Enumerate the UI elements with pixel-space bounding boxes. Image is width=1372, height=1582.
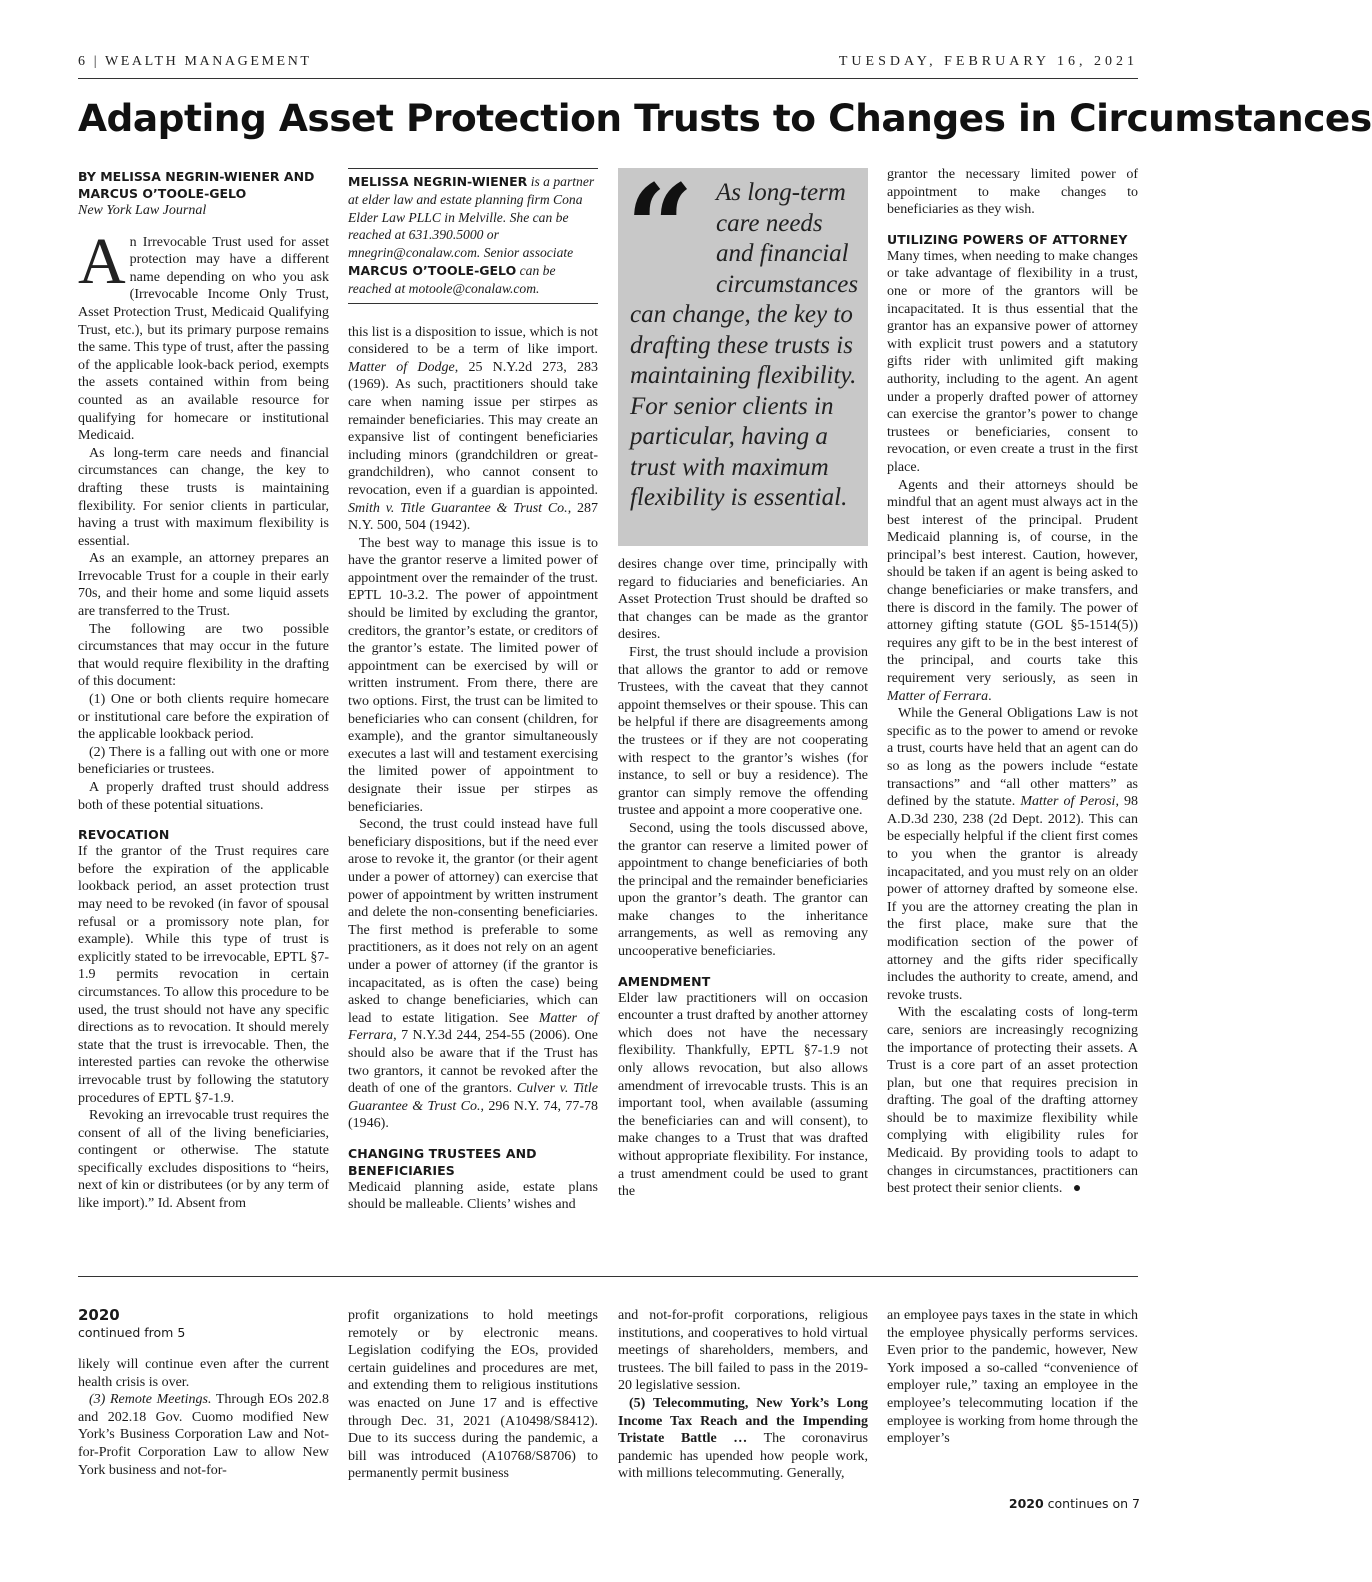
- pull-quote-text: As long-term care needs and financial circumstances can change, the key to drafting these trusts is maintaining flexibility. For senior clients in particular, having a trust with maximum flexibility is essential.: [630, 179, 859, 511]
- paragraph: Medicaid planning aside, estate plans should be malleable. Clients’ wishes and: [348, 1179, 598, 1213]
- quote-mark-icon: “: [626, 158, 694, 297]
- paragraph: (1) One or both clients require homecare or institutional care before the expiration of the applicable lookback period.: [78, 692, 329, 743]
- author-bio: MELISSA NEGRIN-WIENER is a partner at elder law and estate planning firm Cona Elder Law PLLC in Melville. She can be reached at 631.390.5000 or mnegrin@conalaw.com. Senior associate MARCUS O’TOOLE-GELO can be reached at motoole@conalaw.com.: [348, 168, 598, 304]
- continued-column-2: [348, 1307, 598, 1483]
- paragraph: desires change over time, principally with regard to fiduciaries and beneficiaries. An Asset Protection Trust should be drafted so that changes can be made as the grantor desires.: [618, 557, 868, 643]
- paragraph: As an example, an attorney prepares an Irrevocable Trust for a couple in their early 70s, and their home and some liquid assets are transferred to the Trust.: [78, 551, 329, 620]
- continues-on[interactable]: 2020 continues on 7: [1008, 1496, 1140, 1511]
- author-name: MELISSA NEGRIN-WIENER: [348, 174, 528, 189]
- article-headline: Adapting Asset Protection Trusts to Changes in Circumstances: [78, 96, 1372, 140]
- continued-column-4: [887, 1307, 1138, 1448]
- paragraph: and not-for-profit corporations, religious institutions, and cooperatives to hold virtual meetings of shareholders, members, and trustees. The bill failed to pass in the 2019-20 legislative session.: [618, 1308, 868, 1394]
- intro-paragraph: An Irrevocable Trust used for asset protection may have a different name depending on who you ask (Irrevocable Income Only Trust, Asset Protection Trust, Medicaid Qualifying Trust, etc.), but its primary purpose remains the same. This type of trust, after the passing of the applicable look-back period, exempts the assets contained within from being counted as an available resource for qualifying for homecare or institutional Medicaid.: [78, 224, 329, 444]
- paragraph: this list is a disposition to issue, which is not considered to be a term of like import. Matter of Dodge, 25 N.Y.2d 273, 283 (1969). As such, practitioners should take care when naming issue per stirpes as remainder beneficiaries. This may create an expansive list of contingent beneficiaries including minors (grandchildren or great-grandchildren), who cannot consent to revocation, even if a guardian is appointed. Smith v. Title Guarantee & Trust Co., 287 N.Y. 500, 504 (1942).: [348, 324, 598, 534]
- article-column-1: [78, 168, 329, 1213]
- paragraph: grantor the necessary limited power of appointment to make changes to beneficiaries as they wish.: [887, 167, 1138, 218]
- paragraph: likely will continue even after the current health crisis is over.: [78, 1357, 329, 1390]
- byline: BY MELISSA NEGRIN-WIENER AND MARCUS O’TOOLE-GELO: [78, 169, 315, 201]
- paragraph: First, the trust should include a provision that allows the grantor to add or remove Trustees, with the caveat that they cannot appoint themselves or their spouse. This can be helpful if there are disagreements among the trustees or if they are not cooperating with respect to the grantor’s wishes (for instance, to sell or buy a residence). The grantor can simply remove the offending trustee and appoint a more cooperative one.: [618, 644, 868, 819]
- running-head: [78, 54, 1138, 76]
- subhead-powers-of-attorney: UTILIZING POWERS OF ATTORNEY: [887, 231, 1128, 247]
- publication-source: New York Law Journal: [78, 203, 207, 218]
- paragraph: With the escalating costs of long-term care, seniors are increasingly recognizing the importance of protecting their assets. A Trust is a core part of an asset protection plan, but one that requires precision in drafting. The goal of the drafting attorney should be to maximize flexibility while complying with eligibility rules for Medicaid. By providing tools to adapt to changes in circumstances, practitioners can best protect their senior clients. ●: [887, 1005, 1138, 1197]
- paragraph: (5) Telecommuting, New York’s Long Income Tax Reach and the Impending Tristate Battle … The coronavirus pandemic has upended how people work, with millions telecommuting. Generally,: [618, 1395, 869, 1482]
- paragraph: Agents and their attorneys should be mindful that an agent must always act in the best interest of the principal. Prudent Medicaid planning is, of course, in the principal’s best interest. Caution, however, should be taken if an agent is being asked to change beneficiaries or make transfers, and there is discord in the family. The power of attorney gifting statute (GOL §5-1514(5)) requires any gift to be in the best interest of the principal, and courts take this requirement very seriously, as seen in Matter of Ferrara.: [887, 477, 1138, 704]
- paragraph: The best way to manage this issue is to have the grantor reserve a limited power of appointment over the remainder of the trust. EPTL 10-3.2. The power of appointment should be limited by excluding the grantor, creditors, the grantor’s estate, or creditors of the grantor’s estate. The limited power of appointment can be exercised by will or written instrument. From there, there are two options. First, the trust can be limited to beneficiaries who can consent (children, for example), and the grantor simultaneously executes a last will and testament exercising the limited power of appointment to designate their issue per stirpes as beneficiaries.: [348, 535, 598, 815]
- paragraph: If the grantor of the Trust requires care before the expiration of the applicable lookback period, an asset protection trust may need to be revoked (in favor of spousal refusal or a promissory note plan, for example). While this type of trust is explicitly stated to be irrevocable, EPTL §7-1.9 permits revocation in certain circumstances. To allow this procedure to be used, the trust should not have any specific directions as to revocation. It should merely state that the trust is irrevocable. Then, the interested parties can revoke the otherwise irrevocable trust by following the statutory procedures of EPTL §7-1.9.: [78, 844, 329, 1106]
- issue-date: TUESDAY, FEBRUARY 16, 2021: [838, 54, 1138, 69]
- end-mark-icon: ●: [1072, 1181, 1082, 1197]
- header-rule: [78, 78, 1138, 79]
- continued-head: 2020: [78, 1306, 120, 1324]
- subhead-amendment: AMENDMENT: [618, 973, 711, 989]
- paragraph: (2) There is a falling out with one or more beneficiaries or trustees.: [78, 744, 329, 778]
- drop-cap: A: [78, 224, 126, 298]
- article-column-2: [348, 168, 598, 1214]
- subhead-changing-trustees: CHANGING TRUSTEES AND BENEFICIARIES: [348, 1145, 537, 1178]
- paragraph: an employee pays taxes in the state in which the employee physically performs services. Even prior to the pandemic, however, New York imposed a so-called “convenience of employer rule,” taxing an employee in the employee’s telecommuting location if the employee is working from home through the employer’s: [887, 1308, 1138, 1447]
- section-divider: [78, 1276, 1138, 1277]
- continued-from: continued from 5: [78, 1325, 186, 1340]
- paragraph: Revoking an irrevocable trust requires the consent of all of the living beneficiaries, contingent or otherwise. The statute specifically excludes dispositions to “heirs, next of kin or distributees (or by any term of like import).” Id. Absent from: [78, 1108, 329, 1212]
- paragraph: The following are two possible circumstances that may occur in the future that would require flexibility in the drafting of this document:: [78, 621, 329, 690]
- paragraph: Second, the trust could instead have full beneficiary dispositions, but if the need ever arose to revoke it, the grantor (or their agent under a power of attorney) can exercise that power of appointment by written instrument and delete the non-consenting beneficiaries. The first method is preferable to some practitioners, as it does not rely on an agent under a power of attorney (if the grantor is incapacitated, as is often the case) being asked to change beneficiaries, which can lead to estate litigation. See Matter of Ferrara, 7 N.Y.3d 244, 254-55 (2006). One should also be aware that if the Trust has two grantors, it cannot be revoked after the death of one of the grantors. Culver v. Title Guarantee & Trust Co., 296 N.Y. 74, 77-78 (1946).: [348, 817, 598, 1132]
- subhead-revocation: REVOCATION: [78, 827, 170, 843]
- paragraph: Many times, when needing to make changes or take advantage of flexibility in a trust, one or more of the grantors will be incapacitated. It is thus essential that the grantor has an expansive power of attorney with explicit trust powers and a statutory gifts rider with unlimited gift making authority, including to the agent. An agent under a properly drafted power of attorney can exercise the grantor’s power to change trustees or beneficiaries, consent to revocation, or even create a trust in the first place.: [887, 248, 1138, 475]
- paragraph: Second, using the tools discussed above, the grantor can reserve a limited power of appointment to change beneficiaries of both the principal and the remainder beneficiaries upon the grantor’s death. The grantor can make changes to the inheritance arrangements, as well as removing any uncooperative beneficiaries.: [618, 820, 868, 960]
- paragraph: (3) Remote Meetings. Through EOs 202.8 and 202.18 Gov. Cuomo modified New York’s Business Corporation Law and Not-for-Profit Corporation Law to allow New York business and not-for-: [78, 1392, 330, 1478]
- paragraph: Elder law practitioners will on occasion encounter a trust drafted by another attorney which does not have the necessary flexibility. Thankfully, EPTL §7-1.9 not only allows revocation, but also allows amendment of irrevocable trusts. This is an important tool, when available (assuming the beneficiaries can and will consent), to make changes to a Trust that was drafted without appropriate flexibility. For instance, a trust amendment could be used to grant the: [618, 990, 868, 1200]
- author-name: MARCUS O’TOOLE-GELO: [348, 262, 517, 278]
- paragraph: As long-term care needs and financial circumstances can change, the key to drafting these trusts is maintaining flexibility. For senior clients in particular, having a trust with maximum flexibility is essential.: [78, 445, 329, 549]
- pull-quote: [618, 158, 868, 546]
- paragraph: A properly drafted trust should address both of these potential situations.: [78, 780, 329, 813]
- paragraph: While the General Obligations Law is not specific as to the power to amend or revoke a trust, courts have held that an agent can do so as long as the powers include “estate transactions” and “all other matters” as defined by the statute. Matter of Perosi, 98 A.D.3d 230, 238 (2d Dept. 2012). This can be especially helpful if the client first comes to you when the grantor is already incapacitated, and you must rely on an older power of attorney drafted by someone else. If you are the attorney creating the plan in the first place, make sure that the modification section of the power of attorney and the gifts rider specifically includes the authority to create, amend, and revoke trusts.: [887, 706, 1138, 1003]
- continued-column-1: [78, 1306, 329, 1479]
- article-column-4: [887, 166, 1138, 1198]
- continued-column-3: [618, 1307, 868, 1483]
- section-label: 6 | WEALTH MANAGEMENT: [78, 54, 312, 69]
- article-column-3: [618, 556, 868, 1201]
- paragraph: profit organizations to hold meetings remotely or by electronic means. Legislation codifying the EOs, provided certain guidelines and procedures are met, and extending them to religious institutions was enacted on June 17 and is effective through Dec. 31, 2021 (A10498/S8412). Due to its success during the pandemic, a bill was introduced (A10768/S8706) to permanently permit business: [348, 1308, 598, 1482]
